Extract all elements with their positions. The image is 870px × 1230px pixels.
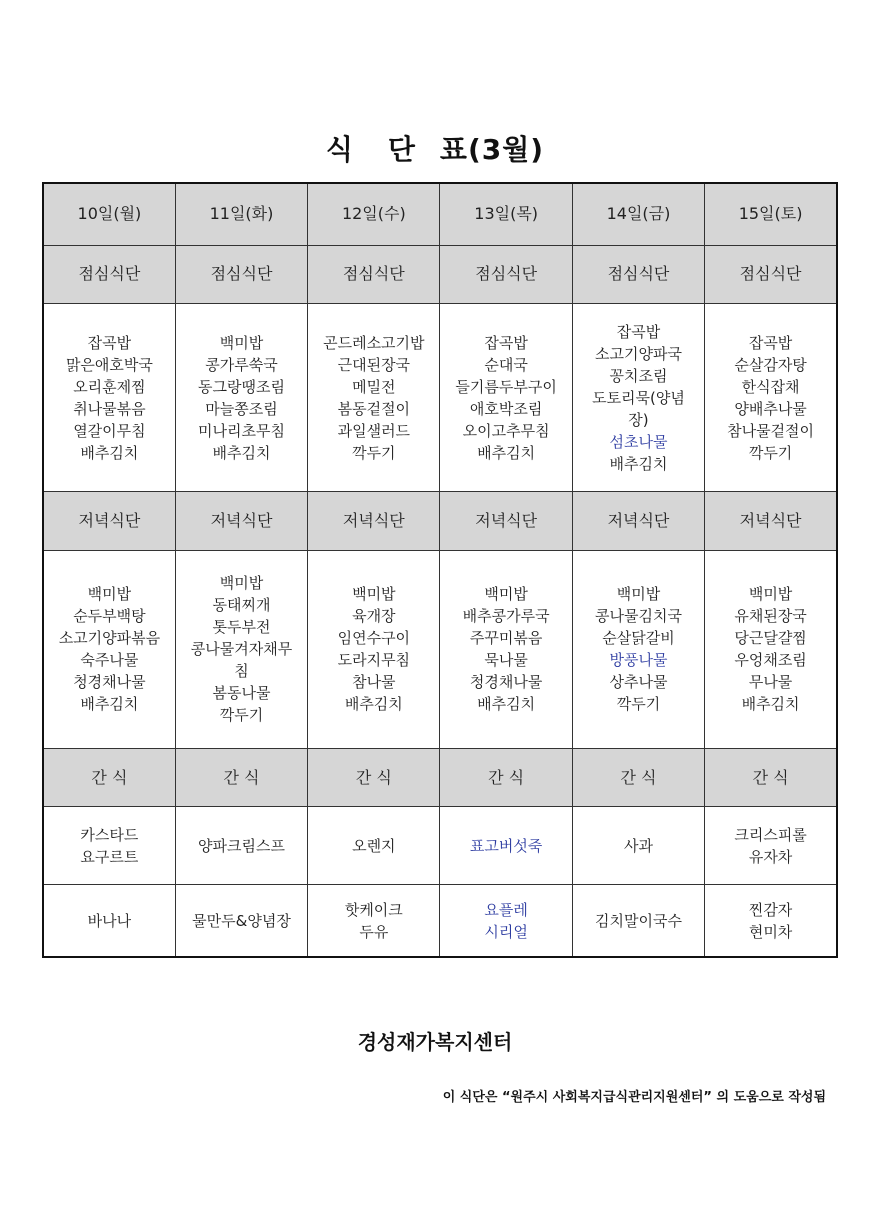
menu-item: 양파크림스프 <box>198 836 285 855</box>
snack-cell <box>175 885 307 957</box>
menu-item: 물만두&양념장 <box>192 911 291 930</box>
snack-cell <box>43 885 175 957</box>
lunch-menu-row <box>43 304 837 492</box>
menu-item: 깍두기 <box>748 443 793 462</box>
snack-label: 간 식 <box>440 748 572 807</box>
menu-item: 소고기양파국 <box>595 344 682 363</box>
menu-item: 취나물볶음 <box>73 399 146 418</box>
menu-item: 오리훈제찜 <box>73 377 146 396</box>
dinner-label: 저녁식단 <box>572 492 704 551</box>
menu-item: 배추김치 <box>477 443 536 462</box>
footer-note: 이 식단은 “원주시 사회복지급식관리지원센터” 의 도움으로 작성됨 <box>442 1090 826 1105</box>
snack-cell <box>572 885 704 957</box>
menu-item: 숙주나물 <box>80 651 139 670</box>
menu-item: 배추김치 <box>609 454 668 473</box>
menu-item: 핫케이크 <box>344 900 403 919</box>
dinner-label: 저녁식단 <box>43 492 175 551</box>
menu-item: 육개장 <box>352 607 396 626</box>
lunch-label: 점심식단 <box>308 245 440 304</box>
menu-item: 순살닭갈비 <box>602 629 675 648</box>
snack-row-2 <box>43 885 837 957</box>
snack-label: 간 식 <box>43 748 175 807</box>
day-header: 15일(토) <box>705 183 837 245</box>
snack-cell <box>308 885 440 957</box>
day-header: 11일(화) <box>175 183 307 245</box>
day-header: 14일(금) <box>572 183 704 245</box>
menu-item: 요플레 <box>484 900 528 919</box>
dinner-label: 저녁식단 <box>705 492 837 551</box>
menu-item: 백미밥 <box>748 585 793 604</box>
menu-item: 백미밥 <box>616 585 661 604</box>
menu-item: 양배추나물 <box>734 399 807 418</box>
menu-item: 참나물 <box>352 673 396 692</box>
menu-item: 들기름두부구이 <box>455 377 557 396</box>
menu-item: 마늘쫑조림 <box>205 399 278 418</box>
menu-item: 동태찌개 <box>212 596 271 615</box>
menu-item: 맑은애호박국 <box>65 355 153 374</box>
page-title <box>0 128 870 168</box>
menu-item: 소고기양파볶음 <box>58 629 161 648</box>
menu-item: 동그랑땡조림 <box>198 377 285 396</box>
menu-item: 청경채나물 <box>73 673 146 692</box>
menu-item: 두유 <box>359 922 389 941</box>
menu-item: 잡곡밥 <box>484 333 528 352</box>
snack-label: 간 식 <box>175 748 307 807</box>
day-header: 13일(목) <box>440 183 572 245</box>
snack-label: 간 식 <box>705 748 837 807</box>
menu-item: 미나리초무침 <box>198 421 285 440</box>
menu-item: 주꾸미볶음 <box>469 629 543 648</box>
menu-item: 요구르트 <box>80 847 139 866</box>
menu-item: 도토리묵(양념 <box>592 388 685 407</box>
menu-item: 순두부백탕 <box>73 607 146 626</box>
dinner-menu-cell <box>175 550 307 748</box>
menu-item: 배추콩가루국 <box>462 607 550 626</box>
lunch-menu-cell <box>572 304 704 492</box>
dinner-label-row <box>43 492 837 551</box>
menu-item: 곤드레소고기밥 <box>323 333 425 352</box>
menu-item: 콩나물김치국 <box>595 607 682 626</box>
menu-item: 백미밥 <box>352 585 396 604</box>
menu-item: 잡곡밥 <box>87 333 132 352</box>
lunch-menu-cell <box>175 304 307 492</box>
menu-item: 섬초나물 <box>609 432 668 451</box>
menu-item: 백미밥 <box>219 574 264 593</box>
title-part-1: 식 <box>325 133 354 166</box>
menu-item: 깍두기 <box>219 706 264 725</box>
menu-item: 오이고추무침 <box>462 421 550 440</box>
menu-item: 한식잡채 <box>741 377 800 396</box>
menu-item: 상추나물 <box>609 673 668 692</box>
menu-item: 콩가루쑥국 <box>205 355 278 374</box>
menu-item: 깍두기 <box>616 695 661 714</box>
lunch-label-row <box>43 245 837 304</box>
menu-item: 김치말이국수 <box>595 911 682 930</box>
snack-row-1 <box>43 807 837 885</box>
lunch-label: 점심식단 <box>43 245 175 304</box>
menu-item: 묵나물 <box>484 651 528 670</box>
menu-item: 당근달걀찜 <box>734 629 807 648</box>
dinner-menu-cell <box>572 550 704 748</box>
menu-item: 참나물겉절이 <box>727 421 815 440</box>
snack-cell <box>308 807 440 885</box>
menu-item: 크리스피롤 <box>734 825 807 844</box>
menu-item: 배추김치 <box>80 443 139 462</box>
lunch-menu-cell <box>308 304 440 492</box>
menu-item: 유자차 <box>748 847 793 866</box>
menu-item: 순살감자탕 <box>734 355 807 374</box>
menu-item: 배추김치 <box>741 695 800 714</box>
menu-item: 근대된장국 <box>337 355 411 374</box>
lunch-label: 점심식단 <box>705 245 837 304</box>
title-part-2: 단 <box>387 133 416 166</box>
day-header: 12일(수) <box>308 183 440 245</box>
menu-item: 봄동겉절이 <box>337 399 411 418</box>
menu-item: 배추김치 <box>344 695 403 714</box>
menu-item: 과일샐러드 <box>337 421 411 440</box>
menu-item: 잡곡밥 <box>616 322 661 341</box>
menu-item: 찐감자 <box>748 900 793 919</box>
dinner-label: 저녁식단 <box>308 492 440 551</box>
menu-item: 표고버섯죽 <box>469 836 543 855</box>
menu-item: 배추김치 <box>80 695 139 714</box>
day-header-row <box>43 183 837 245</box>
snack-label: 간 식 <box>572 748 704 807</box>
menu-item: 깍두기 <box>352 443 396 462</box>
menu-item: 애호박조림 <box>469 399 543 418</box>
dinner-menu-cell <box>440 550 572 748</box>
lunch-label: 점심식단 <box>440 245 572 304</box>
menu-item: 카스타드 <box>80 825 139 844</box>
menu-item: 봄동나물 <box>212 684 271 703</box>
menu-item: 임연수구이 <box>337 629 411 648</box>
menu-item: 백미밥 <box>484 585 528 604</box>
menu-item: 현미차 <box>748 922 793 941</box>
menu-item: 메밀전 <box>352 377 396 396</box>
menu-item: 바나나 <box>87 911 132 930</box>
snack-cell <box>705 885 837 957</box>
menu-item: 무나물 <box>748 673 793 692</box>
menu-item: 방풍나물 <box>609 651 668 670</box>
lunch-label: 점심식단 <box>175 245 307 304</box>
day-header: 10일(월) <box>43 183 175 245</box>
menu-item: 배추김치 <box>477 695 536 714</box>
menu-item: 침 <box>234 662 249 681</box>
dinner-menu-row <box>43 550 837 748</box>
dinner-label: 저녁식단 <box>175 492 307 551</box>
lunch-menu-cell <box>705 304 837 492</box>
menu-item: 청경채나물 <box>469 673 543 692</box>
menu-item: 시리얼 <box>484 922 528 941</box>
menu-item: 사과 <box>623 836 653 855</box>
lunch-menu-cell <box>440 304 572 492</box>
menu-item: 도라지무침 <box>337 651 411 670</box>
meal-plan-table <box>42 182 838 958</box>
menu-item: 배추김치 <box>212 443 271 462</box>
dinner-label: 저녁식단 <box>440 492 572 551</box>
snack-cell <box>572 807 704 885</box>
dinner-menu-cell <box>705 550 837 748</box>
snack-cell <box>440 885 572 957</box>
menu-item: 열갈이무침 <box>73 421 146 440</box>
dinner-menu-cell <box>43 550 175 748</box>
menu-item: 톳두부전 <box>212 618 271 637</box>
lunch-menu-cell <box>43 304 175 492</box>
snack-label-row <box>43 748 837 807</box>
snack-cell <box>440 807 572 885</box>
menu-item: 꽁치조림 <box>609 366 668 385</box>
menu-item: 순대국 <box>484 355 528 374</box>
menu-item: 잡곡밥 <box>748 333 793 352</box>
menu-item: 장) <box>628 410 649 429</box>
lunch-label: 점심식단 <box>572 245 704 304</box>
center-name: 경성재가복지센터 <box>357 1030 513 1054</box>
snack-cell <box>43 807 175 885</box>
menu-item: 유채된장국 <box>734 607 807 626</box>
snack-cell <box>175 807 307 885</box>
title-part-3: 표(3월) <box>439 133 545 166</box>
snack-label: 간 식 <box>308 748 440 807</box>
snack-cell <box>705 807 837 885</box>
menu-item: 오렌지 <box>352 836 396 855</box>
menu-item: 백미밥 <box>87 585 132 604</box>
menu-item: 우엉채조림 <box>734 651 807 670</box>
menu-item: 콩나물겨자채무 <box>190 640 293 659</box>
menu-item: 백미밥 <box>219 333 264 352</box>
dinner-menu-cell <box>308 550 440 748</box>
